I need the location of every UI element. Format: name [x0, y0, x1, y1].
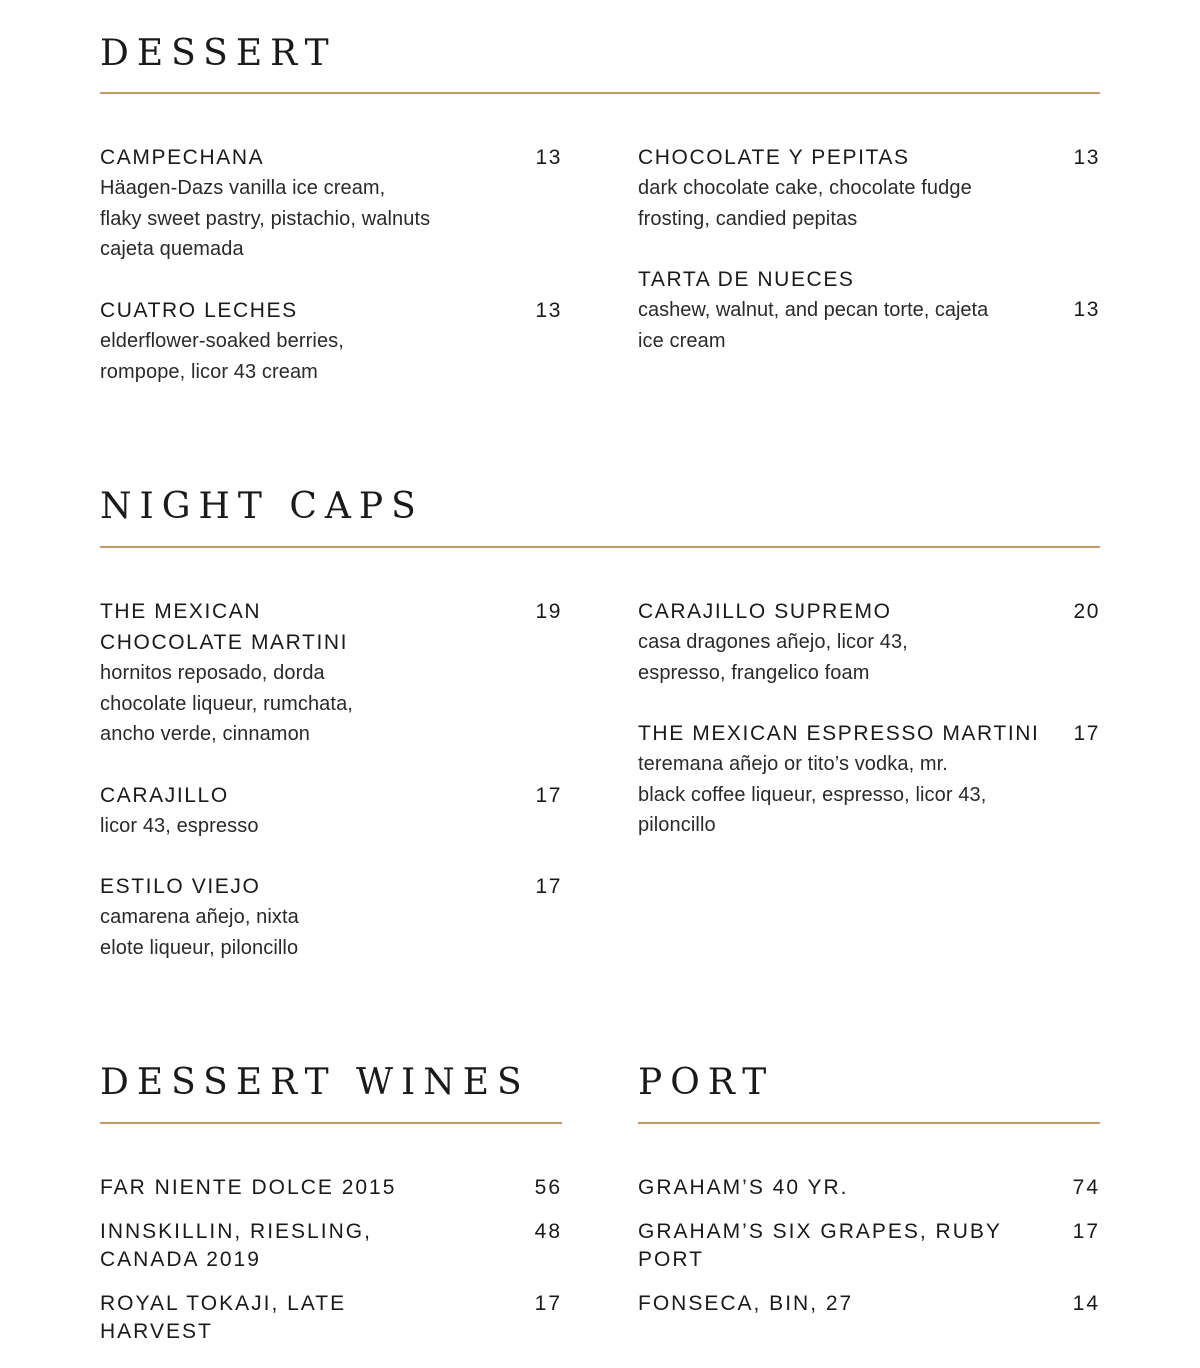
- item-name: CARAJILLO: [100, 784, 229, 807]
- item-name: THE MEXICAN CHOCOLATE MARTINI: [100, 600, 349, 654]
- menu-item-tarta-de-nueces: [638, 264, 1100, 356]
- item-name: FONSECA, BIN, 27: [638, 1292, 854, 1315]
- item-description: hornitos reposado, dorda chocolate liqueur, rumchata, ancho verde, cinnamon: [100, 662, 353, 746]
- item-description: elderflower-soaked berries, rompope, licor 43 cream: [100, 330, 344, 383]
- item-price: 20: [1073, 600, 1100, 623]
- item-price: 13: [535, 299, 562, 322]
- item-name: TARTA DE NUECES: [638, 268, 855, 291]
- menu-item-carajillo: [100, 780, 562, 842]
- item-name: ESTILO VIEJO: [100, 875, 261, 898]
- item-price: 13: [535, 146, 562, 169]
- wine-item-royal-tokaji: [100, 1290, 562, 1346]
- item-description-continued: ice cream: [638, 329, 726, 352]
- item-price: 13: [1073, 146, 1100, 169]
- section-divider: [100, 1122, 562, 1124]
- menu-item-campechana: [100, 142, 562, 265]
- item-name: CHOCOLATE Y PEPITAS: [638, 146, 910, 169]
- section-title-dessert-wines: DESSERT WINES: [100, 1062, 530, 1103]
- item-name: FAR NIENTE DOLCE 2015: [100, 1176, 397, 1199]
- item-name: GRAHAM’S 40 YR.: [638, 1176, 849, 1199]
- item-name: ROYAL TOKAJI, LATE HARVEST: [100, 1292, 347, 1343]
- wine-item-innskillin: [100, 1218, 562, 1274]
- item-name: CARAJILLO SUPREMO: [638, 600, 892, 623]
- menu-item-estilo-viejo: [100, 871, 562, 963]
- menu-item-mexican-chocolate-martini: [100, 596, 562, 750]
- item-price: 19: [535, 600, 562, 623]
- item-price: 74: [1072, 1176, 1100, 1199]
- item-price: 17: [535, 784, 562, 807]
- item-price: 14: [1072, 1292, 1100, 1315]
- item-description: Häagen-Dazs vanilla ice cream, flaky sweet pastry, pistachio, walnuts cajeta quemada: [100, 177, 431, 261]
- menu-item-chocolate-y-pepitas: [638, 142, 1100, 234]
- item-name: CUATRO LECHES: [100, 299, 298, 322]
- menu-item-mexican-espresso-martini: [638, 718, 1100, 841]
- item-price: 17: [1073, 722, 1100, 745]
- item-name: GRAHAM’S SIX GRAPES, RUBY PORT: [638, 1220, 1002, 1271]
- item-description: casa dragones añejo, licor 43, espresso, frangelico foam: [638, 631, 908, 684]
- item-description: camarena añejo, nixta elote liqueur, piloncillo: [100, 906, 299, 959]
- item-description: cashew, walnut, and pecan torte, cajeta: [638, 299, 989, 321]
- item-description: licor 43, espresso: [100, 815, 259, 837]
- section-title-dessert: DESSERT: [100, 33, 337, 74]
- port-item-grahams-six-grapes: [638, 1218, 1100, 1274]
- item-price: 17: [534, 1292, 562, 1315]
- wine-item-far-niente: [100, 1174, 562, 1202]
- item-price: 48: [534, 1220, 562, 1243]
- port-item-grahams-40: [638, 1174, 1100, 1202]
- menu-item-cuatro-leches: [100, 295, 562, 387]
- section-divider: [100, 92, 1100, 94]
- item-description: teremana añejo or tito’s vodka, mr. black coffee liqueur, espresso, licor 43, piloncillo: [638, 753, 987, 837]
- menu-item-carajillo-supremo: [638, 596, 1100, 688]
- item-name: INNSKILLIN, RIESLING, CANADA 2019: [100, 1220, 372, 1271]
- port-item-fonseca: [638, 1290, 1100, 1318]
- item-description: dark chocolate cake, chocolate fudge frosting, candied pepitas: [638, 177, 972, 230]
- item-price: 13: [1073, 298, 1100, 321]
- section-title-port: PORT: [638, 1062, 775, 1103]
- section-divider: [100, 546, 1100, 548]
- section-title-night-caps: NIGHT CAPS: [100, 486, 424, 527]
- item-price: 56: [534, 1176, 562, 1199]
- item-name: CAMPECHANA: [100, 146, 265, 169]
- item-price: 17: [1072, 1220, 1100, 1243]
- item-price: 17: [535, 875, 562, 898]
- item-name: THE MEXICAN ESPRESSO MARTINI: [638, 722, 1040, 745]
- section-divider: [638, 1122, 1100, 1124]
